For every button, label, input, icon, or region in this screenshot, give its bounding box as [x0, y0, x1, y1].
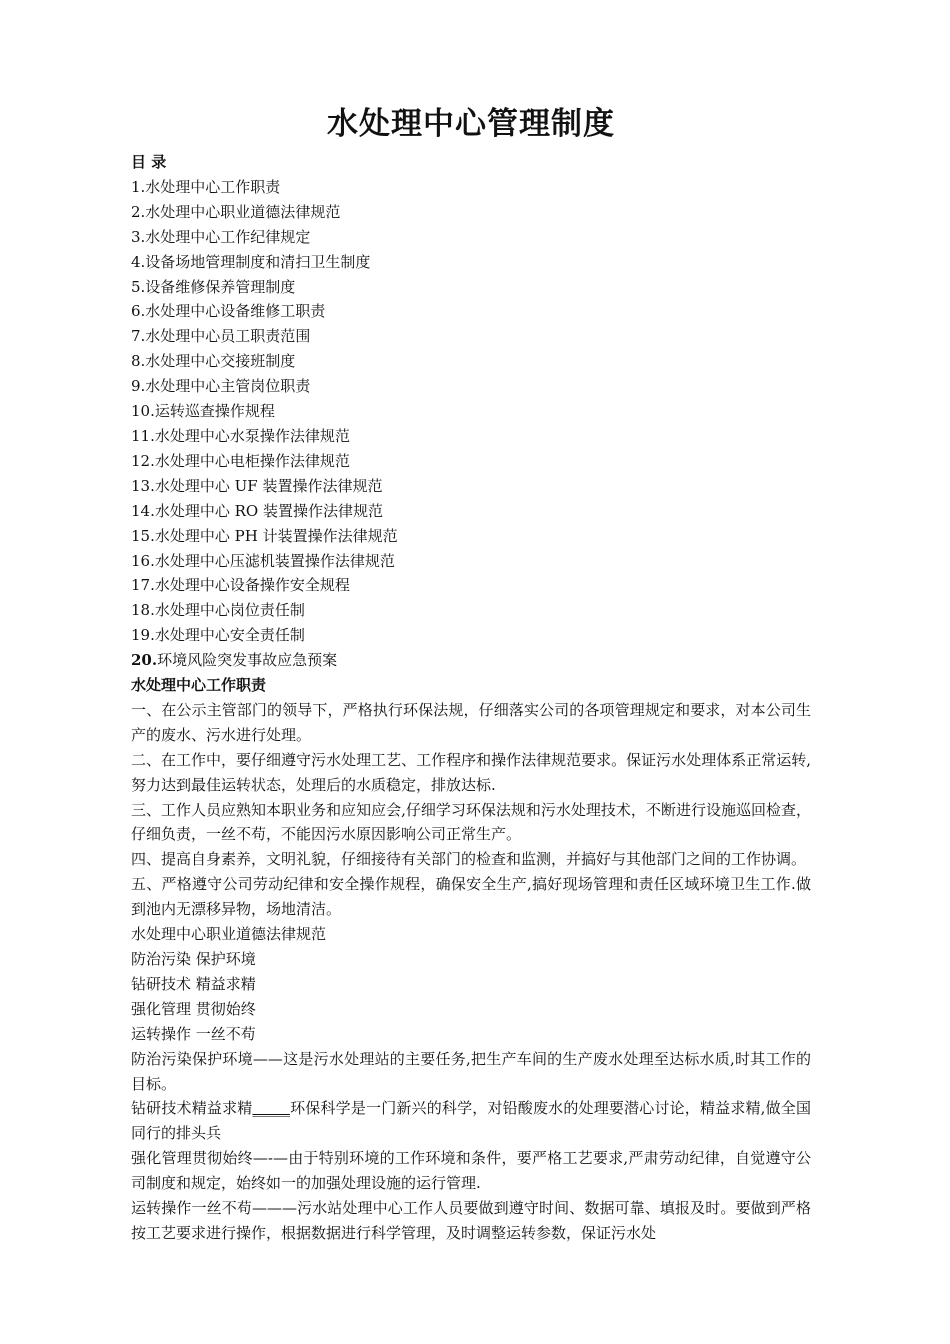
toc-item: 7.水处理中心员工职责范围	[131, 327, 311, 346]
toc-item: 2.水处理中心职业道德法律规范	[131, 202, 341, 221]
toc-item: 9.水处理中心主管岗位职责	[131, 377, 311, 396]
page-title: 水处理中心管理制度	[327, 106, 615, 142]
toc-item-number: 20.	[131, 651, 158, 670]
paragraph: 一、在公示主管部门的领导下，严格执行环保法规，仔细落实公司的各项管理规定和要求，对本公司生产的废水、污水进行处理。	[131, 700, 811, 744]
toc-item-text: 环境风险突发事故应急预案	[157, 651, 338, 670]
toc-list	[131, 175, 811, 673]
toc-item: 19.水处理中心安全责任制	[131, 626, 305, 645]
section-heading: 水处理中心工作职责	[131, 676, 267, 695]
underline-blank: _____	[252, 1099, 290, 1118]
paragraph: 五、严格遵守公司劳动纪律和安全操作规程，确保安全生产,搞好现场管理和责任区域环境卫生工作.做到池内无漂移异物，场地清洁。	[131, 875, 811, 919]
paragraph-lead: 钻研技术精益求精	[131, 1099, 253, 1118]
toc-item-last	[131, 648, 811, 673]
paragraph: 运转操作一丝不苟———污水站处理中心工作人员要做到遵守时间、数据可靠、填报及时。要做到严格按工艺要求进行操作，根据数据进行科学管理，及时调整运转参数，保证污水处	[131, 1199, 811, 1242]
toc-item: 1.水处理中心工作职责	[131, 177, 281, 196]
paragraph: 三、工作人员应熟知本职业务和应知应会,仔细学习环保法规和污水处理技术，不断进行设施巡回检查，仔细负责，一丝不苟，不能因污水原因影响公司正常生产。	[131, 800, 811, 844]
toc-item: 17.水处理中心设备操作安全规程	[131, 576, 350, 595]
paragraph	[131, 1096, 811, 1146]
paragraph: 防治污染保护环境——这是污水处理站的主要任务,把生产车间的生产废水处理至达标水质,时其工作的目标。	[131, 1049, 811, 1093]
toc-heading: 目 录	[131, 153, 167, 171]
toc-item: 15.水处理中心 PH 计装置操作法律规范	[131, 526, 398, 545]
motto-line: 强化管理 贯彻始终	[131, 999, 256, 1018]
motto-line: 钻研技术 精益求精	[131, 974, 256, 993]
toc-item: 4.设备场地管理制度和清扫卫生制度	[131, 252, 371, 271]
toc-item: 16.水处理中心压滤机装置操作法律规范	[131, 551, 395, 570]
toc-item: 11.水处理中心水泵操作法律规范	[131, 426, 350, 445]
section-heading-plain: 水处理中心职业道德法律规范	[131, 925, 327, 944]
paragraph-body: 环保科学是一门新兴的科学，对铅酸废水的处理要潜心讨论，精益求精,做全国同行的排头兵	[131, 1099, 811, 1143]
toc-item: 3.水处理中心工作纪律规定	[131, 227, 311, 246]
toc-item: 18.水处理中心岗位责任制	[131, 601, 305, 620]
document-page	[131, 100, 811, 1246]
toc-item: 13.水处理中心 UF 装置操作法律规范	[131, 476, 383, 495]
toc-item: 5.设备维修保养管理制度	[131, 277, 296, 296]
paragraph: 四、提高自身素养，文明礼貌，仔细接待有关部门的检查和监测，并搞好与其他部门之间的工作协调。	[131, 850, 807, 869]
toc-item: 12.水处理中心电柜操作法律规范	[131, 451, 350, 470]
paragraph: 二、在工作中，要仔细遵守污水处理工艺、工作程序和操作法律规范要求。保证污水处理体系正常运转,努力达到最佳运转状态，处理后的水质稳定，排放达标.	[131, 750, 811, 794]
motto-line: 防治污染 保护环境	[131, 950, 256, 968]
toc-item: 10.运转巡查操作规程	[131, 402, 275, 421]
motto-line: 运转操作 一丝不苟	[131, 1024, 256, 1043]
paragraph: 强化管理贯彻始终—-—由于特别环境的工作环境和条件，要严格工艺要求,严肃劳动纪律，自觉遵守公司制度和规定，始终如一的加强处理设施的运行管理.	[131, 1149, 811, 1193]
toc-item: 14.水处理中心 RO 装置操作法律规范	[131, 501, 383, 520]
toc-item: 8.水处理中心交接班制度	[131, 352, 296, 371]
toc-item: 6.水处理中心设备维修工职责	[131, 302, 326, 321]
